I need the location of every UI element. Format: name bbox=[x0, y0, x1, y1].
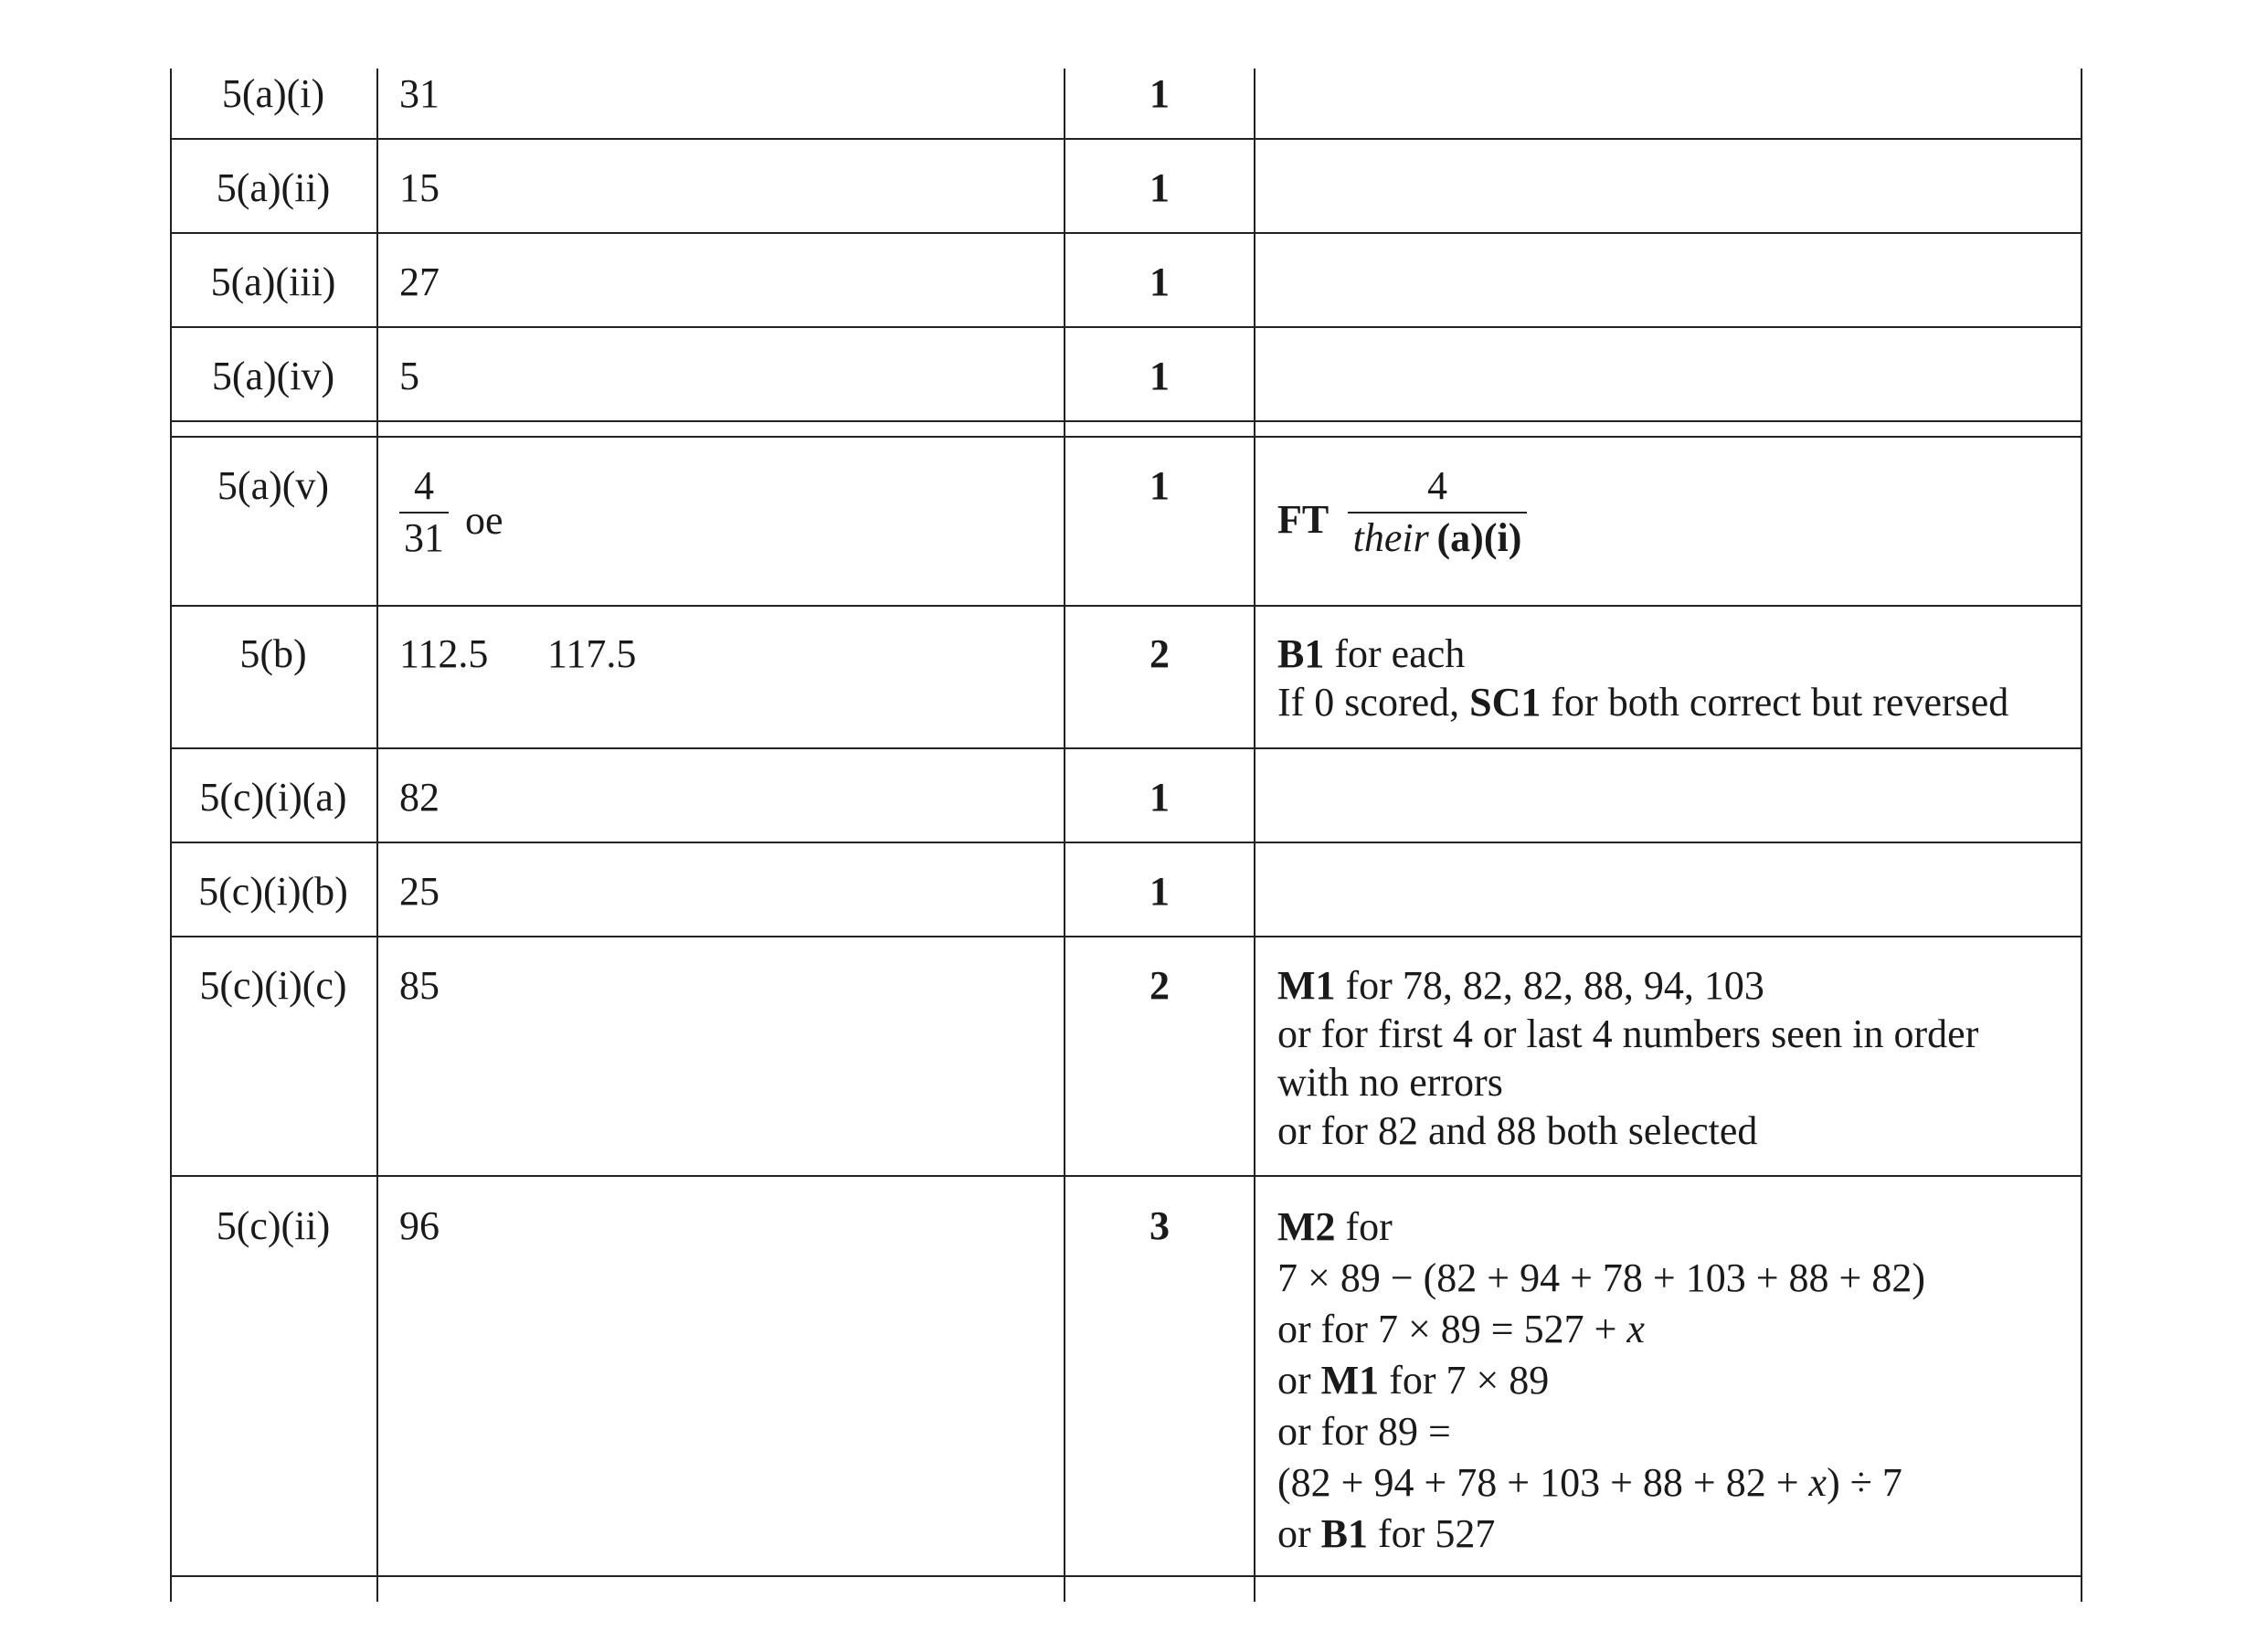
question-number: 5(a)(ii) bbox=[216, 165, 331, 210]
guidance-line: M2 for bbox=[1277, 1204, 1393, 1249]
marks: 2 bbox=[1149, 631, 1170, 676]
marks: 1 bbox=[1149, 775, 1170, 820]
row-rule bbox=[170, 842, 2082, 843]
answer: 15 bbox=[399, 165, 440, 210]
answer: 85 bbox=[399, 963, 440, 1008]
guidance-line: If 0 scored, SC1 for both correct but reversed bbox=[1277, 680, 2009, 725]
guidance-line: or for 7 × 89 = 527 + x bbox=[1277, 1307, 1645, 1351]
answer-fraction bbox=[399, 465, 449, 559]
answer: 82 bbox=[399, 775, 440, 820]
answer: 31 bbox=[399, 71, 440, 116]
row-rule bbox=[170, 326, 2082, 328]
marks: 2 bbox=[1149, 963, 1170, 1008]
guidance-line: or for 82 and 88 both selected bbox=[1277, 1108, 1758, 1153]
guidance-line: with no errors bbox=[1277, 1060, 1503, 1105]
guidance-line: M1 for 78, 82, 82, 88, 94, 103 bbox=[1277, 963, 1764, 1008]
question-number: 5(c)(i)(c) bbox=[199, 963, 347, 1008]
answer: 25 bbox=[399, 869, 440, 914]
guidance-fraction bbox=[1348, 465, 1527, 559]
answer: 27 bbox=[399, 259, 440, 304]
question-number: 5(a)(iii) bbox=[210, 259, 336, 304]
column-rule bbox=[1254, 69, 1255, 1602]
fraction-denominator: 31 bbox=[404, 515, 444, 560]
column-rule bbox=[2081, 69, 2082, 1602]
fraction-bar bbox=[399, 512, 449, 514]
guidance-text bbox=[1277, 630, 2063, 726]
row-rule bbox=[170, 436, 2082, 438]
row-rule bbox=[170, 138, 2082, 140]
fraction-numerator: 4 bbox=[1427, 463, 1447, 508]
guidance-ft: FT bbox=[1277, 497, 1329, 542]
answer-upper-bound: 117.5 bbox=[547, 631, 637, 676]
marks: 3 bbox=[1149, 1203, 1170, 1248]
guidance-text bbox=[1277, 1202, 2063, 1560]
marks: 1 bbox=[1149, 259, 1170, 304]
guidance-text bbox=[1277, 961, 2063, 1155]
fraction-denominator bbox=[1348, 517, 1527, 559]
guidance-line: or for first 4 or last 4 numbers seen in order bbox=[1277, 1011, 1979, 1056]
fraction-bar bbox=[1348, 512, 1527, 514]
marks: 1 bbox=[1149, 165, 1170, 210]
question-number: 5(a)(iv) bbox=[211, 354, 335, 398]
row-rule bbox=[170, 1575, 2082, 1577]
question-number: 5(b) bbox=[239, 631, 307, 676]
marks: 1 bbox=[1149, 354, 1170, 398]
marks: 1 bbox=[1149, 71, 1170, 116]
question-number: 5(a)(i) bbox=[221, 71, 325, 116]
question-number: 5(c)(i)(a) bbox=[199, 775, 347, 820]
guidance-line: or B1 for 527 bbox=[1277, 1511, 1496, 1556]
guidance-line: 7 × 89 − (82 + 94 + 78 + 103 + 88 + 82) bbox=[1277, 1255, 1926, 1300]
guidance-line: B1 for each bbox=[1277, 631, 1466, 676]
marks: 1 bbox=[1149, 463, 1170, 508]
row-rule bbox=[170, 420, 2082, 422]
fraction-numerator: 4 bbox=[414, 463, 434, 508]
row-rule bbox=[170, 936, 2082, 937]
their-text: their bbox=[1352, 515, 1429, 560]
question-number: 5(c)(ii) bbox=[216, 1203, 331, 1248]
row-rule bbox=[170, 1175, 2082, 1177]
answer: 96 bbox=[399, 1203, 440, 1248]
answer-suffix: oe bbox=[465, 498, 503, 543]
row-rule bbox=[170, 605, 2082, 607]
guidance-line: or M1 for 7 × 89 bbox=[1277, 1358, 1550, 1403]
guidance-line: (82 + 94 + 78 + 103 + 88 + 82 + x) ÷ 7 bbox=[1277, 1460, 1902, 1505]
marks: 1 bbox=[1149, 869, 1170, 914]
column-rule bbox=[376, 69, 378, 1602]
row-rule bbox=[170, 747, 2082, 749]
answer-lower-bound: 112.5 bbox=[399, 631, 489, 676]
question-number: 5(c)(i)(b) bbox=[198, 869, 348, 914]
answer: 5 bbox=[399, 354, 419, 398]
guidance-line: or for 89 = bbox=[1277, 1409, 1451, 1454]
row-rule bbox=[170, 232, 2082, 234]
question-number: 5(a)(v) bbox=[217, 463, 330, 508]
part-reference: (a)(i) bbox=[1436, 515, 1522, 560]
